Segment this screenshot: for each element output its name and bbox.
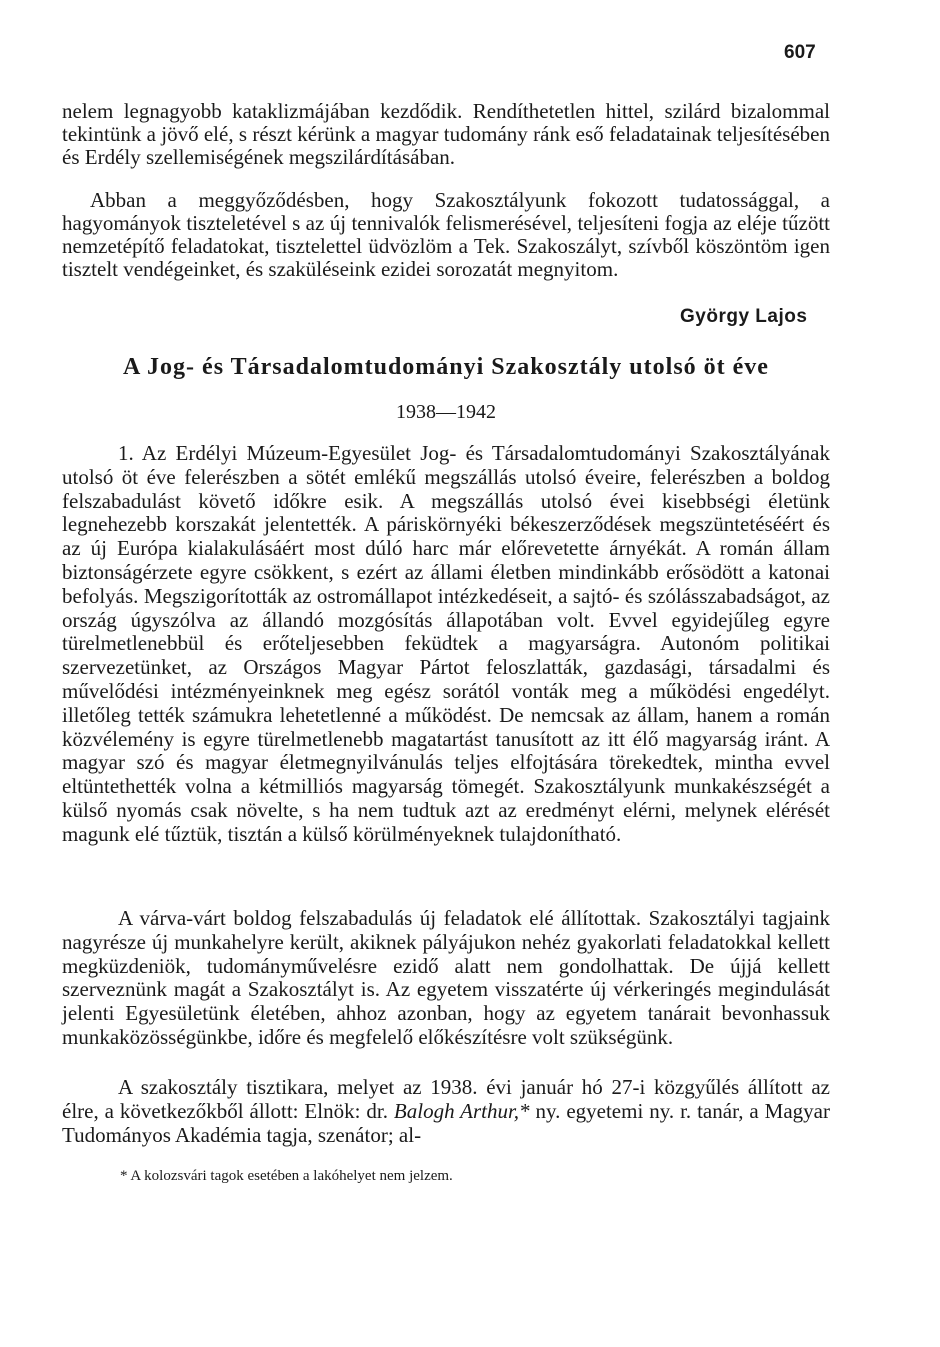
paragraph-intro: nelem legnagyobb kataklizmájában kezdődik. Rendíthetetlen hittel, szilárd bizalommal tekintünk a jövő elé, s részt kérünk a magyar tudomány ránk eső feladatainak teljesítésében és Erdély szellemiségének megszilárdításában. bbox=[62, 99, 830, 169]
paragraph-liberation: A várva-várt boldog felszabadulás új feladatok elé állítottak. Szakosztályi tagjaink nagyrésze új munkahelyre került, akiknek pályájukon nehéz gyakorlati feladatokkal kellett megküzdeniök, tudományművelésre ezidő alatt nem gondolhattak. De újjá kellett szerveznünk magát a Szakosztályt is. Az egyetem visszatérte új vérkeringés megindulását jelenti Egyesületünk életében, ahhoz azonban, hogy az egyetem tanárait bevonhassuk munkaközösségünkbe, időre és megfelelő előkészítésre volt szükségünk. bbox=[62, 906, 830, 1049]
paragraph-history: 1. Az Erdélyi Múzeum-Egyesület Jog- és Társadalomtudományi Szakosztályának utolsó öt éve felerészben a sötét emlékű megszállás utolsó éveire, felerészben a boldog felszabadulást követő időkre esik. A megszállás utolsó évei kisebbségi életünk legnehezebb korszakát jelentették. A páriskörnyéki békeszerződések megszüntetéséért és az új Európa kialakulásáért most dúló harc már előrevetette árnyékát. A román állam biztonságérzete egyre csökkent, s ezért az állami életben mindinkább erősödött a katonai befolyás. Megszigorították az ostromállapot intézkedéseit, a sajtó- és szólásszabadságot, az ország úgyszólva az állandó mozgósítás állapotában volt. Evvel egyidejűleg egyre türelmetlenebbül és erőteljesebben feküdtek a magyarságra. Autonóm politikai szervezetünket, az Országos Magyar Pártot feloszlatták, gazdasági, társadalmi és művelődési intézményeinknek meg egész sorától vonták meg a működési engedélyt. illetőleg tették számukra lehetetlenné a működést. De nemcsak az állam, hanem a román közvélemény is egyre türelmetlenebb magatartást tanusított az itt élő magyarság iránt. A magyar szó és magyar életmegnyilvánulás teljes elfojtására törekedtek, mintha evvel eltüntethették volna a kétmilliós magyarság tömegét. Szakosztályunk munkakészségét a külső nyomás csak növelte, s ha nem tudtuk azt az eredményt elérni, melynek elérését magunk elé tűztük, tisztán a külső körülményeknek tulajdonítható. bbox=[62, 441, 830, 846]
officer-name: Balogh Arthur,* bbox=[393, 1098, 530, 1123]
page-number: 607 bbox=[784, 42, 816, 63]
paragraph-closing: Abban a meggyőződésben, hogy Szakosztályunk fokozott tudatossággal, a hagyományok tiszteletével s az új tennivalók felismerésével, teljesíteni fogja az eléje tűzött nemzetépítő feladatokat, tisztelettel üdvözlöm a Tek. Szakoszályt, szívből köszöntöm igen tisztelt vendégeinket, és szaküléseink ezidei sorozatát megnyitom. bbox=[62, 188, 830, 281]
officers-text-after: ny. egyetemi ny. r. tanár, a Magyar Tudományos Akadémia tagja, szenátor; al- bbox=[62, 1098, 830, 1147]
officers-text-before: A szakosztály tisztikara, melyet az 1938. évi január hó 27-i közgyűlés állított az élre, a következőkből állott: Elnök: dr. bbox=[62, 1075, 830, 1123]
section-years: 1938—1942 bbox=[396, 401, 496, 423]
section-title: A Jog- és Társadalomtudományi Szakosztály utolsó öt éve bbox=[123, 354, 769, 380]
footnote: * A kolozsvári tagok esetében a lakóhelyet nem jelzem. bbox=[120, 1168, 453, 1184]
signature: György Lajos bbox=[680, 306, 808, 327]
paragraph-officers bbox=[62, 1076, 830, 1147]
